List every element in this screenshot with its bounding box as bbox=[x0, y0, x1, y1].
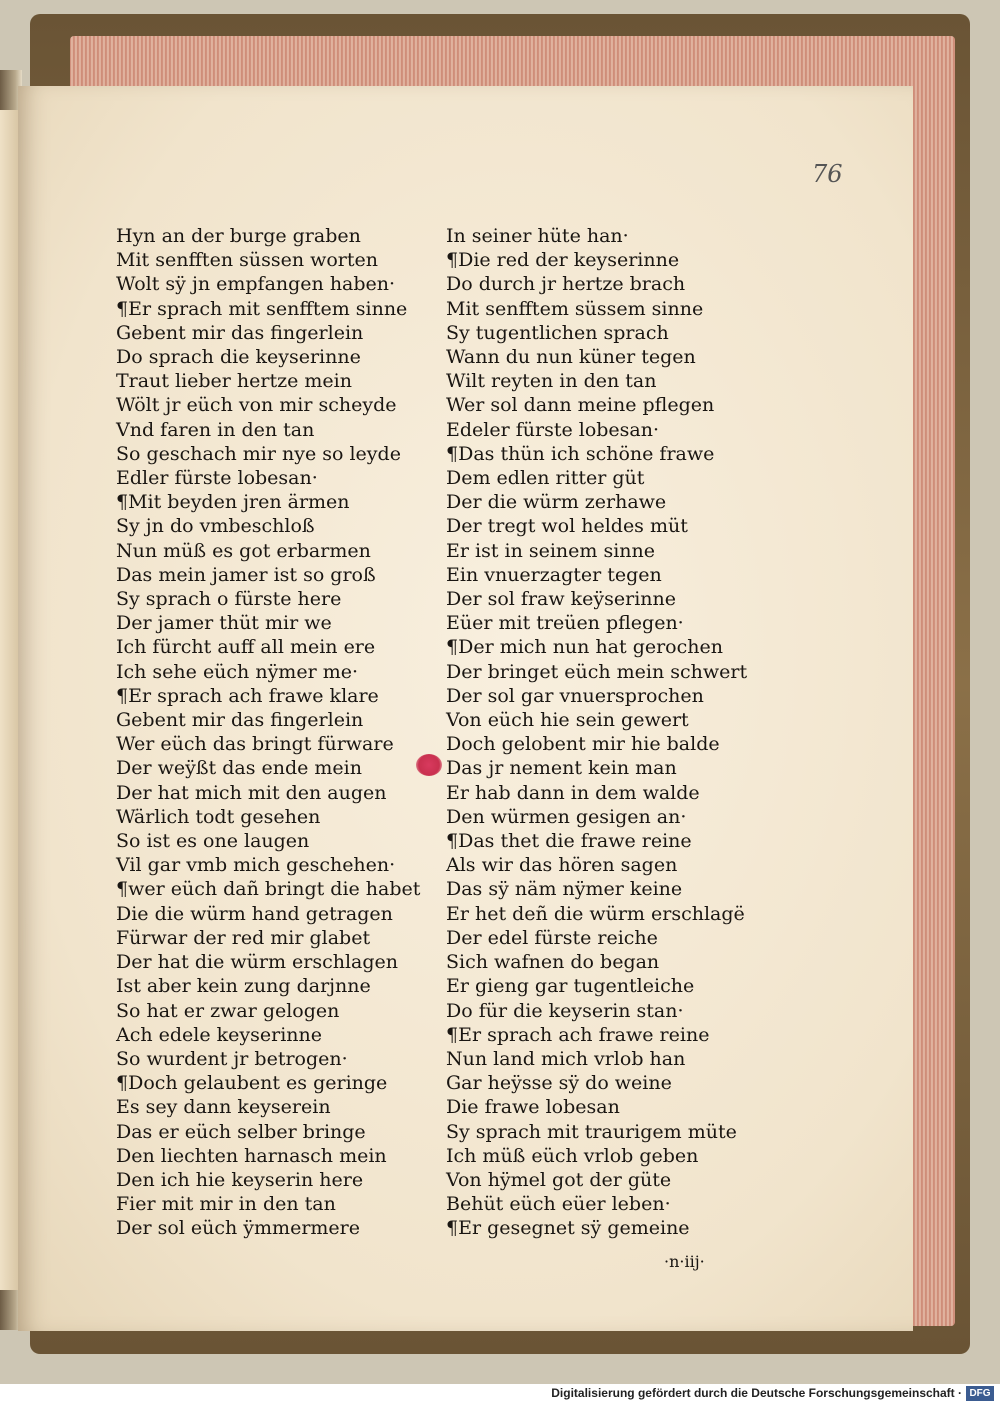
text-line: Den würmen gesigen an· bbox=[446, 805, 687, 828]
text-line: Das jr nement kein man bbox=[446, 757, 677, 780]
text-line: Ich sehe eüch nÿmer me· bbox=[116, 660, 358, 683]
text-line: Wann du nun küner tegen bbox=[446, 346, 696, 369]
text-line: Das sÿ näm nÿmer keine bbox=[446, 878, 683, 901]
text-line: Hyn an der burge graben bbox=[116, 225, 361, 247]
text-line: Ich fürcht auff all mein ere bbox=[116, 636, 376, 659]
text-line: Behüt eüch eüer leben· bbox=[446, 1193, 671, 1216]
text-line: Der die würm zerhawe bbox=[446, 491, 667, 514]
text-line: Nun land mich vrlob han bbox=[446, 1047, 686, 1070]
text-line: Mit senfftem süssem sinne bbox=[446, 297, 704, 320]
text-line: Do sprach die keyserinne bbox=[116, 346, 361, 369]
text-line: Do durch jr hertze brach bbox=[446, 273, 686, 296]
text-line: Ach edele keyserinne bbox=[116, 1023, 323, 1046]
text-line: Sy sprach mit traurigem müte bbox=[446, 1120, 737, 1143]
text-line: Fürwar der red mir glabet bbox=[116, 926, 371, 949]
text-line: Der hat die würm erschlagen bbox=[116, 951, 399, 974]
text-line: Das mein jamer ist so groß bbox=[116, 563, 376, 586]
text-line: Traut lieber hertze mein bbox=[116, 370, 352, 393]
text-line: Sy tugentlichen sprach bbox=[446, 321, 669, 344]
text-line: Mit senfften süssen worten bbox=[116, 249, 379, 272]
text-line: Vnd faren in den tan bbox=[116, 418, 315, 441]
text-line: ¶Das thün ich schöne frawe bbox=[446, 442, 715, 465]
text-line: Gebent mir das fingerlein bbox=[116, 709, 364, 732]
folio-number: 76 bbox=[812, 160, 843, 188]
left-text-column bbox=[116, 224, 420, 1241]
text-line: Sich wafnen do began bbox=[446, 951, 660, 974]
digitization-footer bbox=[0, 1384, 1000, 1404]
text-line: Gebent mir das fingerlein bbox=[116, 321, 364, 344]
text-line: Doch gelobent mir hie balde bbox=[446, 733, 720, 756]
text-line: Als wir das hören sagen bbox=[446, 854, 678, 877]
text-line: Edler fürste lobesan· bbox=[116, 467, 318, 490]
text-line: Die die würm hand getragen bbox=[116, 902, 393, 925]
text-line: Er ist in seinem sinne bbox=[446, 539, 655, 562]
text-line: Der sol eüch ÿmmermere bbox=[116, 1217, 360, 1240]
text-line: Das er eüch selber bringe bbox=[116, 1120, 366, 1143]
text-line: In seiner hüte han· bbox=[446, 225, 629, 247]
text-line: Der jamer thüt mir we bbox=[116, 612, 332, 635]
text-line: Gar heÿsse sÿ do weine bbox=[446, 1072, 672, 1095]
text-line: Sy sprach o fürste here bbox=[116, 588, 342, 611]
text-line: Der bringet eüch mein schwert bbox=[446, 660, 748, 683]
text-line: Der hat mich mit den augen bbox=[116, 781, 387, 804]
text-line: Wer sol dann meine pflegen bbox=[446, 394, 715, 417]
text-line: ¶Mit beyden jren ärmen bbox=[116, 491, 350, 514]
red-ink-stain bbox=[416, 754, 442, 776]
text-line: ¶wer eüch dañ bringt die habet bbox=[116, 878, 421, 901]
text-line: So hat er zwar gelogen bbox=[116, 999, 340, 1022]
text-line: Wolt sÿ jn empfangen haben· bbox=[116, 273, 396, 296]
text-line: ¶Er gesegnet sÿ gemeine bbox=[446, 1217, 690, 1240]
text-line: ¶Er sprach mit senfftem sinne bbox=[116, 297, 408, 320]
text-line: Edeler fürste lobesan· bbox=[446, 418, 660, 441]
text-line: Do für die keyserin stan· bbox=[446, 999, 684, 1022]
text-line: Eüer mit treüen pflegen· bbox=[446, 612, 684, 635]
text-line: Wärlich todt gesehen bbox=[116, 805, 321, 828]
text-line: ¶Er sprach ach frawe reine bbox=[446, 1023, 710, 1046]
text-line: Den liechten harnasch mein bbox=[116, 1144, 387, 1167]
text-line: Von hÿmel got der güte bbox=[446, 1168, 672, 1191]
text-line: Er het deñ die würm erschlagë bbox=[446, 902, 745, 925]
text-line: Er gieng gar tugentleiche bbox=[446, 975, 695, 998]
signature-mark: ·n·iij· bbox=[664, 1252, 705, 1271]
text-line: Vil gar vmb mich geschehen· bbox=[116, 854, 396, 877]
text-line: Wilt reyten in den tan bbox=[446, 370, 657, 393]
text-line: Ein vnuerzagter tegen bbox=[446, 563, 662, 586]
text-line: Fier mit mir in den tan bbox=[116, 1193, 336, 1216]
facing-page-edge bbox=[0, 110, 18, 1290]
text-line: Der tregt wol heldes müt bbox=[446, 515, 688, 538]
text-line: So wurdent jr betrogen· bbox=[116, 1047, 348, 1070]
text-line: ¶Der mich nun hat gerochen bbox=[446, 636, 723, 659]
text-line: Ich müß eüch vrlob geben bbox=[446, 1144, 699, 1167]
text-line: So geschach mir nye so leyde bbox=[116, 442, 401, 465]
text-line: Der edel fürste reiche bbox=[446, 926, 658, 949]
text-line: Den ich hie keyserin here bbox=[116, 1168, 364, 1191]
text-line: Der weÿßt das ende mein bbox=[116, 757, 362, 780]
text-line: Es sey dann keyserein bbox=[116, 1096, 331, 1119]
text-line: ¶Doch gelaubent es geringe bbox=[116, 1072, 388, 1095]
text-line: Nun müß es got erbarmen bbox=[116, 539, 371, 562]
text-line: Sy jn do vmbeschloß bbox=[116, 515, 315, 538]
funding-credit: Digitalisierung gefördert durch die Deutsche Forschungsgemeinschaft · bbox=[551, 1386, 962, 1400]
text-line: Ist aber kein zung darjnne bbox=[116, 975, 371, 998]
text-line: Von eüch hie sein gewert bbox=[446, 709, 689, 732]
text-line: ¶Er sprach ach frawe klare bbox=[116, 684, 379, 707]
text-line: ¶Die red der keyserinne bbox=[446, 249, 680, 272]
text-line: Der sol fraw keÿserinne bbox=[446, 588, 677, 611]
text-line: Der sol gar vnuersprochen bbox=[446, 684, 704, 707]
text-line: Er hab dann in dem walde bbox=[446, 781, 700, 804]
text-line: ¶Das thet die frawe reine bbox=[446, 830, 692, 853]
text-line: Wer eüch das bringt fürware bbox=[116, 733, 394, 756]
right-text-column bbox=[446, 224, 747, 1241]
dfg-logo: DFG bbox=[966, 1386, 994, 1401]
text-line: Die frawe lobesan bbox=[446, 1096, 620, 1119]
text-line: Dem edlen ritter güt bbox=[446, 467, 645, 490]
text-line: Wölt jr eüch von mir scheyde bbox=[116, 394, 397, 417]
text-line: So ist es one laugen bbox=[116, 830, 310, 853]
